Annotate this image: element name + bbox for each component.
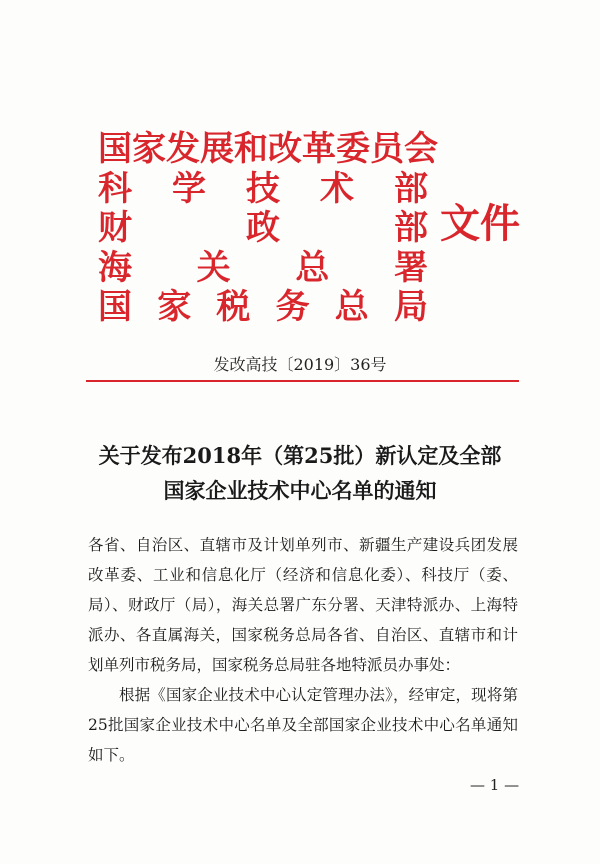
issuer-char: 发 bbox=[166, 129, 200, 169]
issuer-char: 总 bbox=[334, 287, 369, 327]
issuer-char: 部 bbox=[394, 208, 428, 248]
issuer-char: 总 bbox=[295, 247, 330, 288]
issuer-char: 家 bbox=[157, 287, 192, 327]
issuer-char: 和 bbox=[234, 129, 268, 169]
issuer-sat bbox=[98, 288, 428, 328]
issuer-char: 部 bbox=[394, 168, 428, 209]
issuer-char: 委 bbox=[336, 129, 370, 169]
issuing-authorities bbox=[98, 129, 438, 328]
title-line-1: 关于发布2018年（第25批）新认定及全部 bbox=[98, 443, 502, 468]
issuer-mof bbox=[98, 209, 428, 249]
issuer-char: 政 bbox=[246, 208, 280, 248]
issuer-char: 国 bbox=[98, 287, 132, 327]
issuer-most bbox=[98, 170, 428, 210]
issuer-char: 技 bbox=[246, 168, 280, 209]
issuer-char: 国 bbox=[98, 129, 132, 169]
document-number: 发改高技〔2019〕36号 bbox=[213, 355, 387, 374]
issuer-ndrc bbox=[98, 129, 438, 170]
issuer-char: 财 bbox=[98, 208, 132, 248]
issuer-char: 海 bbox=[98, 247, 132, 288]
issuer-customs bbox=[98, 249, 428, 289]
issuer-char: 署 bbox=[393, 247, 428, 288]
addressee-paragraph: 各省、自治区、直辖市及计划单列市、新疆生产建设兵团发展改革委、工业和信息化厅（经济和信息化委）、科技厅（委、局）、财政厅（局），海关总署广东分署、天津特派办、上海特派办、各直属海关，国家税务总局各省、自治区、直辖市和计划单列市税务局，国家税务总局驻各地特派员办事处： bbox=[88, 536, 518, 674]
issuer-char: 务 bbox=[275, 287, 310, 327]
issuer-char: 展 bbox=[200, 129, 234, 169]
issuer-char: 税 bbox=[216, 287, 251, 327]
issuer-char: 局 bbox=[393, 287, 428, 327]
issuer-char: 改 bbox=[268, 129, 302, 169]
issuer-char: 科 bbox=[98, 168, 132, 209]
red-divider bbox=[86, 380, 519, 382]
issuer-char: 术 bbox=[320, 168, 354, 209]
title-line-2: 国家企业技术中心名单的通知 bbox=[163, 478, 437, 503]
document-label: 文件 bbox=[440, 200, 520, 247]
page-number: — 1 — bbox=[470, 776, 520, 794]
body-paragraph: 根据《国家企业技术中心认定管理办法》，经审定，现将第25批国家企业技术中心名单及全部国家企业技术中心名单通知如下。 bbox=[88, 686, 518, 764]
issuer-char: 员 bbox=[370, 129, 404, 169]
issuer-char: 革 bbox=[302, 129, 336, 169]
notice-title bbox=[0, 438, 600, 508]
issuer-char: 学 bbox=[172, 168, 206, 209]
issuer-char: 家 bbox=[132, 129, 166, 169]
issuer-char: 会 bbox=[404, 129, 438, 169]
notice-body bbox=[88, 530, 518, 770]
issuer-char: 关 bbox=[196, 247, 231, 288]
